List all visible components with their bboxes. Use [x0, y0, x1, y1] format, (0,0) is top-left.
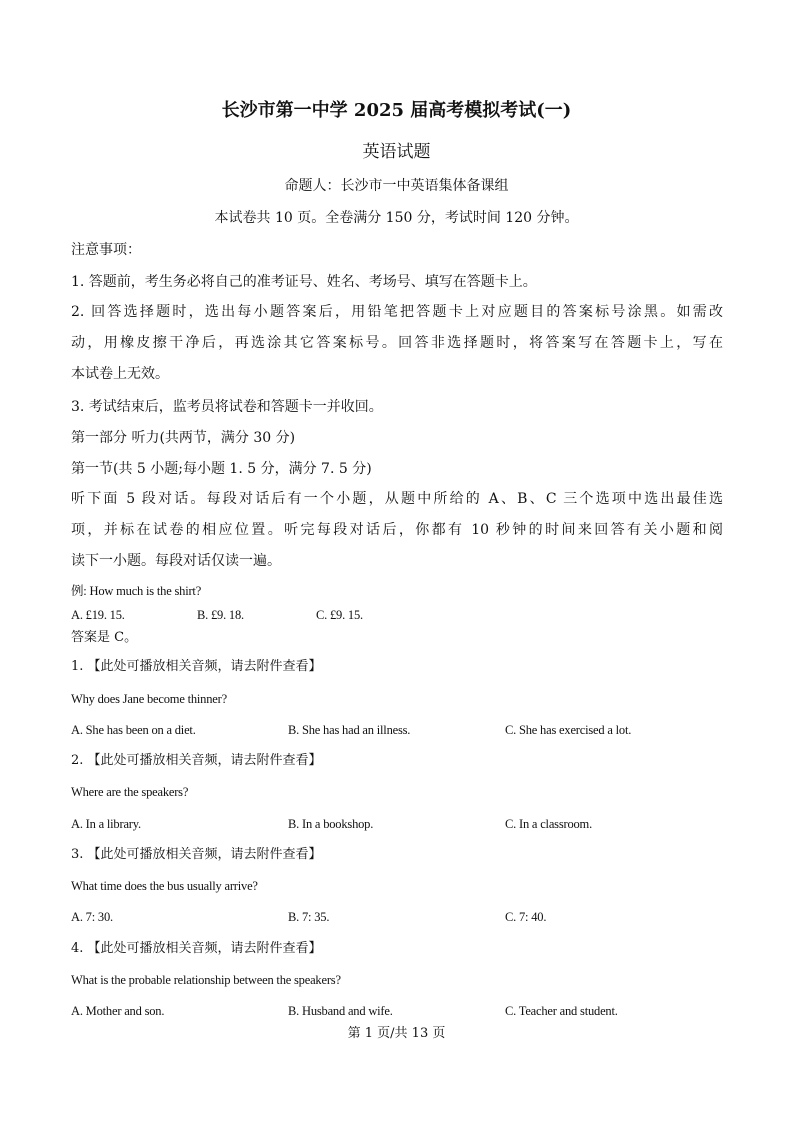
question-4-text: What is the probable relationship between the speakers? [71, 973, 341, 987]
question-2-text: Where are the speakers? [71, 785, 189, 799]
question-2-label: 2. 【此处可播放相关音频，请去附件查看】 [71, 753, 322, 768]
question-1-option-b: B. She has had an illness. [288, 723, 411, 737]
question-4-label: 4. 【此处可播放相关音频，请去附件查看】 [71, 941, 322, 956]
question-1-text: Why does Jane become thinner? [71, 692, 227, 706]
example-question: 例: How much is the shirt? [71, 584, 202, 598]
question-4-option-b: B. Husband and wife. [288, 1004, 393, 1018]
page-footer: 第 1 页/共 13 页 [347, 1026, 446, 1041]
question-1-option-a: A. She has been on a diet. [71, 723, 196, 737]
question-3-option-b: B. 7: 35. [288, 910, 330, 924]
part1-heading: 第一部分 听力(共两节，满分 30 分) [71, 430, 296, 446]
exam-title: 长沙市第一中学 2025 届高考模拟考试(一) [221, 100, 572, 121]
instructions-line: 听下面 5 段对话。每段对话后有一个小题，从题中所给的 A、B、C 三个选项中选出最佳选 [71, 491, 723, 507]
section1-heading: 第一节(共 5 小题;每小题 1. 5 分，满分 7. 5 分) [71, 461, 372, 477]
question-1-label: 1. 【此处可播放相关音频，请去附件查看】 [71, 659, 322, 674]
instructions-line: 项，并标在试卷的相应位置。听完每段对话后，你都有 10 秒钟的时间来回答有关小题和阅 [71, 522, 723, 538]
instructions-line: 读下一小题。每段对话仅读一遍。 [71, 553, 281, 569]
question-2-option-b: B. In a bookshop. [288, 817, 374, 831]
exam-subject: 英语试题 [362, 142, 431, 162]
notes-heading: 注意事项： [71, 242, 141, 258]
notes-item-2-line: 2. 回答选择题时，选出每小题答案后，用铅笔把答题卡上对应题目的答案标号涂黑。如需改 [71, 304, 723, 320]
question-2-option-c: C. In a classroom. [505, 817, 593, 831]
notes-item-2 [71, 297, 723, 390]
example-option-a: A. £19. 15. [71, 608, 125, 622]
exam-author: 命题人：长沙市一中英语集体备课组 [284, 178, 509, 194]
notes-item-2-line: 动，用橡皮擦干净后，再选涂其它答案标号。回答非选择题时，将答案写在答题卡上，写在 [71, 335, 723, 351]
question-3-label: 3. 【此处可播放相关音频，请去附件查看】 [71, 847, 322, 862]
section1-instructions [71, 484, 723, 577]
question-3-option-a: A. 7: 30. [71, 910, 113, 924]
exam-info: 本试卷共 10 页。全卷满分 150 分，考试时间 120 分钟。 [214, 210, 579, 226]
question-2-option-a: A. In a library. [71, 817, 141, 831]
question-3-option-c: C. 7: 40. [505, 910, 547, 924]
notes-item-1: 1. 答题前，考生务必将自己的准考证号、姓名、考场号、填写在答题卡上。 [71, 274, 537, 290]
example-answer: 答案是 C。 [71, 630, 138, 645]
example-option-c: C. £9. 15. [316, 608, 363, 622]
example-option-b: B. £9. 18. [197, 608, 244, 622]
notes-item-2-line: 本试卷上无效。 [71, 366, 169, 382]
question-3-text: What time does the bus usually arrive? [71, 879, 258, 893]
question-4-option-a: A. Mother and son. [71, 1004, 165, 1018]
question-1-option-c: C. She has exercised a lot. [505, 723, 632, 737]
notes-item-3: 3. 考试结束后，监考员将试卷和答题卡一并收回。 [71, 399, 383, 415]
question-4-option-c: C. Teacher and student. [505, 1004, 618, 1018]
